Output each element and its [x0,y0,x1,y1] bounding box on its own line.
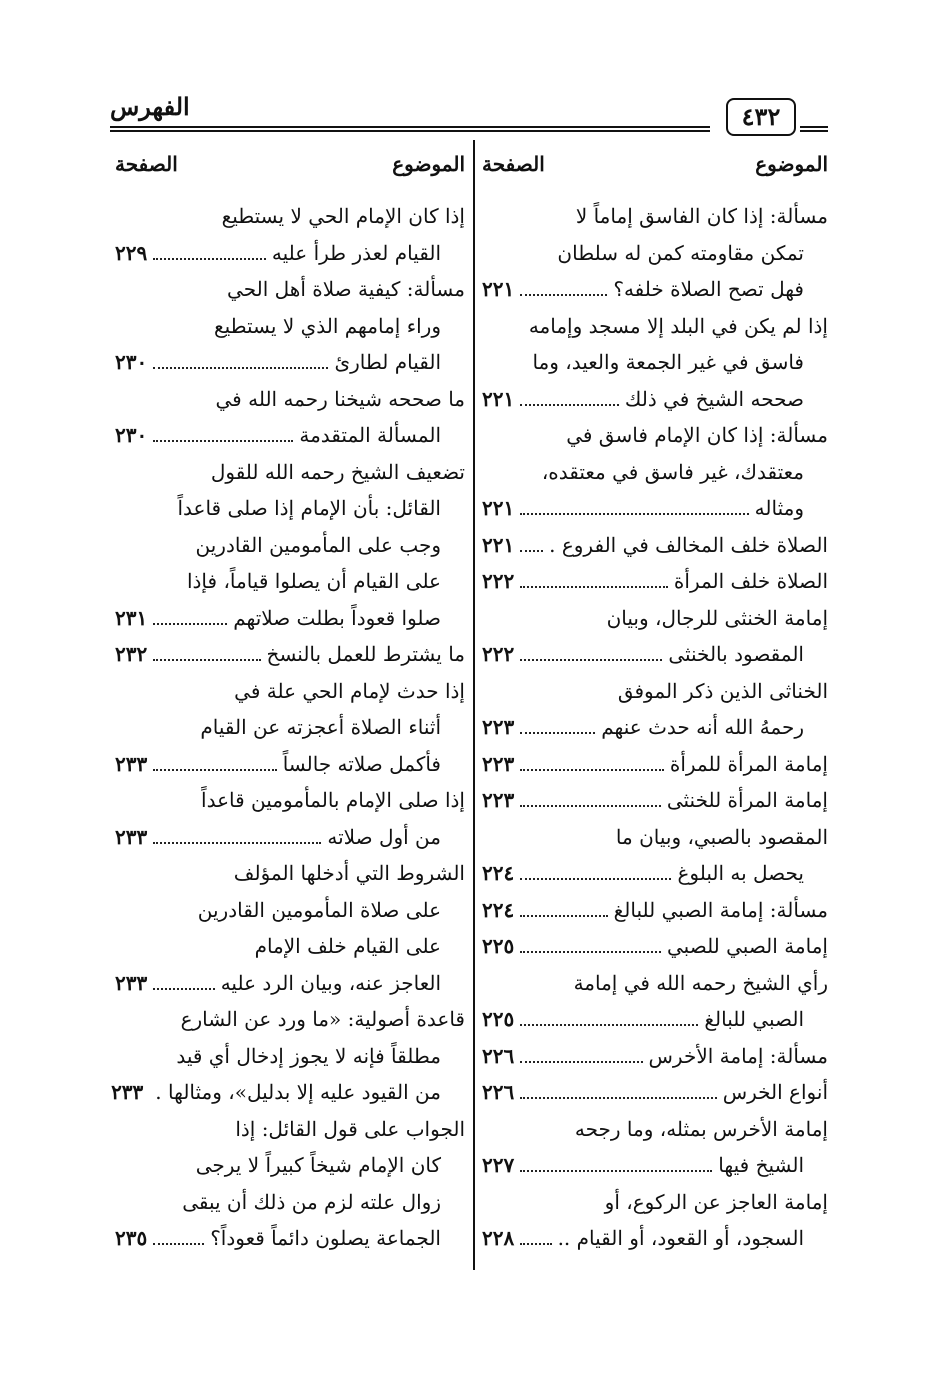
index-entry-line [482,381,828,418]
entry-page-number: ٢٢٨ [482,1226,515,1250]
entry-text: المقصود بالصبي، وبيان ما [615,824,828,849]
entry-text: فاسق في غير الجمعة والعيد، وما [532,350,804,374]
dot-leader [153,988,214,990]
index-entry-line [482,636,828,673]
entry-text: معتقدك، غير فاسق في معتقده، [541,459,804,484]
entry-text: من أول صلاته [327,824,441,849]
column-header [115,150,465,188]
index-column-left [111,150,465,1250]
dot-leader [520,294,607,296]
entry-text: على صلاة المأمومين القادرين [197,897,441,922]
index-entry-line [482,308,828,345]
index-entry-line [482,454,828,491]
index-entry-line [115,490,465,527]
index-entry-line [115,198,465,235]
dot-leader [153,842,321,844]
page-number: ٤٣٢ [726,98,796,136]
index-entry-line [115,1001,465,1038]
index-entry-line [111,1074,465,1111]
index-entry-line [482,1220,828,1257]
entry-page-number: ٢٢٢ [482,642,515,666]
index-entry-line [115,381,465,418]
index-entry-line [115,892,465,929]
entry-text: الصلاة خلف المرأة [673,569,828,593]
index-entry-line [115,819,465,856]
entry-page-number: ٢٣٠ [115,423,148,447]
entry-page-number: ٢٣١ [115,605,148,630]
index-entry-line [115,308,465,345]
index-entry-line [482,417,828,454]
entry-text: إذا كان الإمام الحي لا يستطيع [221,204,465,228]
index-column-right [482,150,828,1250]
index-entry-line [482,1038,828,1075]
index-entry-line [115,928,465,965]
entry-text: إمامة العاجز عن الركوع، أو [604,1189,828,1214]
entry-page-number: ٢٢٢ [482,569,515,593]
entry-text: على القيام أن يصلوا قياماً، فإذا [186,569,441,593]
index-entry-line [115,855,465,892]
entry-text: العاجز عنه، وبيان الرد عليه [220,970,441,995]
index-entry-line [115,271,465,308]
index-entry-line [482,344,828,381]
entry-text: الصلاة خلف المخالف في الفروع . [549,532,828,557]
index-entry-line [115,965,465,1002]
entry-text: إمامة الصبي للصبي [667,934,828,958]
index-entry-line [115,636,465,673]
entry-page-number: ٢٢٧ [482,1153,515,1177]
entry-text: المقصود بالخنثى [668,642,804,666]
dot-leader [520,1243,551,1245]
dot-leader [520,404,619,406]
entry-text: تمكن مقاومته كمن له سلطان [557,240,804,265]
index-entries [111,198,465,1257]
entry-text: الخناثى الذين ذكر الموفق [617,678,828,703]
entry-page-number: ٢٢٣ [482,788,515,812]
dot-leader [153,1243,204,1245]
dot-leader [153,659,260,661]
index-entry-line [115,417,465,454]
entry-text: على القيام خلف الإمام [254,934,441,958]
entry-page-number: ٢٢٥ [482,934,515,958]
entry-page-number: ٢٢١ [482,277,515,301]
entry-text: ما يشترط للعمل بالنسخ [266,642,465,666]
column-divider [473,140,475,1270]
entry-page-number: ٢٣٣ [115,751,148,776]
entry-text: الجماعة يصلون دائماً قعوداً؟ [210,1226,441,1250]
header-rule [110,126,710,128]
dot-leader [153,769,276,771]
entry-text: مسألة: إمامة الصبي للبالغ [613,897,828,922]
entry-text: مسألة: إذا كان الفاسق إماماً لا [575,204,828,228]
topic-heading: الموضوع [392,152,465,176]
index-entry-line [482,198,828,235]
entry-text: كان الإمام شيخاً كبيراً لا يرجى [195,1153,441,1177]
index-entry-line [115,746,465,783]
index-entry-line [115,673,465,710]
page-heading: الصفحة [115,152,178,176]
entry-text: مطلقاً فإنه لا يجوز إدخال أي قيد [176,1043,441,1068]
entry-text: ومثاله [754,496,804,520]
index-entry-line [482,965,828,1002]
index-entry-line [115,709,465,746]
index-entry-line [115,1184,465,1221]
index-entries [482,198,828,1257]
entry-text: رأي الشيخ رحمه الله في إمامة [573,970,828,995]
index-entry-line [482,1111,828,1148]
entry-text: فهل تصح الصلاة خلفه؟ [613,277,804,301]
dot-leader [520,769,664,771]
index-entry-line [115,454,465,491]
entry-text: إذا صلى الإمام بالمأمومين قاعداً [201,788,465,812]
entry-page-number: ٢٢١ [482,386,515,411]
index-entry-line [482,527,828,564]
entry-text: إمامة الخنثى للرجال، وبيان [606,605,828,630]
entry-text: إمامة المرأة للمرأة [669,751,828,776]
index-entry-line [115,600,465,637]
entry-text: إمامة المرأة للخنثى [666,788,828,812]
index-entry-line [482,819,828,856]
entry-text: مسألة: إمامة الأخرس [648,1043,828,1068]
index-entry-line [482,892,828,929]
dot-leader [520,513,748,515]
entry-text: تضعيف الشيخ رحمه الله للقول [210,459,465,484]
entry-text: قاعدة أصولية: «ما ورد عن الشارع [180,1007,465,1031]
header-rule [110,130,710,132]
index-entry-line [482,490,828,527]
entry-text: إذا لم يكن في البلد إلا مسجد وإمامه [528,313,828,338]
entry-text: الصبي للبالغ [704,1007,804,1031]
index-entry-line [482,709,828,746]
entry-page-number: ٢٣٣ [115,970,148,995]
entry-text: وجب على المأمومين القادرين [195,532,441,557]
dot-leader [153,367,328,369]
entry-text: رحمهُ الله أنه حدث عنهم [601,715,804,739]
entry-text: مسألة: إذا كان الإمام فاسق في [566,423,828,447]
index-entry-line [115,527,465,564]
index-entry-line [482,600,828,637]
index-entry-line [482,1001,828,1038]
entry-page-number: ٢٣٠ [115,350,148,374]
entry-page-number: ٢٢٣ [482,751,515,776]
entry-text: زوال علته لزم من ذلك أن يبقى [182,1189,441,1214]
entry-page-number: ٢٣٥ [115,1226,148,1250]
entry-text: صححه الشيخ في ذلك [624,386,804,411]
index-entry-line [482,271,828,308]
index-entry-line [482,1147,828,1184]
index-entry-line [115,782,465,819]
dot-leader [153,258,266,260]
page-header [110,92,828,136]
index-entry-line [115,235,465,272]
entry-text: إمامة الأخرس بمثله، وما رجحه [574,1116,828,1141]
header-rule [800,130,828,132]
index-entry-line [482,1184,828,1221]
entry-text: صلوا قعوداً بطلت صلاتهم [233,605,441,630]
header-rule [800,126,828,128]
entry-page-number: ٢٣٢ [115,642,148,666]
entry-text: المسألة المتقدمة [299,423,441,447]
topic-heading: الموضوع [755,152,828,176]
entry-text: أثناء الصلاة أعجزته عن القيام [200,715,441,739]
column-header [482,150,828,188]
dot-leader [520,659,662,661]
index-entry-line [115,563,465,600]
dot-leader [153,440,293,442]
entry-page-number: ٢٢١ [482,532,515,557]
entry-text: مسألة: كيفية صلاة أهل الحي [227,277,465,301]
index-entry-line [115,1111,465,1148]
dot-leader [153,623,227,625]
entry-page-number: ٢٢٩ [115,240,148,265]
index-entry-line [115,1220,465,1257]
index-entry-line [482,855,828,892]
dot-leader [520,805,661,807]
index-entry-line [482,235,828,272]
entry-text: ما صححه شيخنا رحمه الله في [215,386,465,411]
dot-leader [520,915,607,917]
entry-page-number: ٢٢٤ [482,861,515,885]
index-entry-line [482,928,828,965]
entry-text: إذا حدث لإمام الحي علة في [234,678,465,703]
entry-text: أنواع الخرس [722,1080,828,1104]
entry-text: من القيود عليه إلا بدليل»، ومثالها . [155,1080,441,1104]
index-entry-line [482,673,828,710]
entry-page-number: ٢٢٥ [482,1007,515,1031]
entry-text: السجود، أو القعود، أو القيام .. [557,1226,804,1250]
index-entry-line [482,1074,828,1111]
index-entry-line [115,1038,465,1075]
dot-leader [520,1097,716,1099]
page-heading: الصفحة [482,152,545,176]
dot-leader [520,1024,698,1026]
entry-text: الجواب على قول القائل: إذا [235,1116,465,1141]
entry-text: فأكمل صلاته جالساً [282,751,441,776]
entry-text: الشيخ فيها [718,1153,804,1177]
entry-page-number: ٢٣٣ [111,1080,144,1104]
entry-page-number: ٢٢٣ [482,715,515,739]
dot-leader [520,550,543,552]
index-entry-line [482,782,828,819]
dot-leader [520,586,668,588]
index-entry-line [115,344,465,381]
entry-page-number: ٢٢١ [482,496,515,520]
entry-text: القائل: بأن الإمام إذا صلى قاعداً [177,496,441,520]
entry-text: يحصل به البلوغ [677,861,804,885]
running-title: الفهرس [110,92,190,121]
entry-text: وراء إمامهم الذي لا يستطيع [213,313,441,338]
entry-text: القيام لطارئ [334,350,441,374]
entry-text: القيام لعذر طرأ عليه [271,240,441,265]
entry-page-number: ٢٢٦ [482,1080,515,1104]
entry-page-number: ٢٣٣ [115,824,148,849]
entry-text: الشروط التي أدخلها المؤلف [233,861,465,885]
entry-page-number: ٢٢٦ [482,1043,515,1068]
index-entry-line [482,563,828,600]
index-entry-line [482,746,828,783]
dot-leader [520,1170,712,1172]
dot-leader [520,1061,642,1063]
entry-page-number: ٢٢٤ [482,897,515,922]
index-entry-line [115,1147,465,1184]
dot-leader [520,951,661,953]
dot-leader [520,878,671,880]
dot-leader [520,732,595,734]
